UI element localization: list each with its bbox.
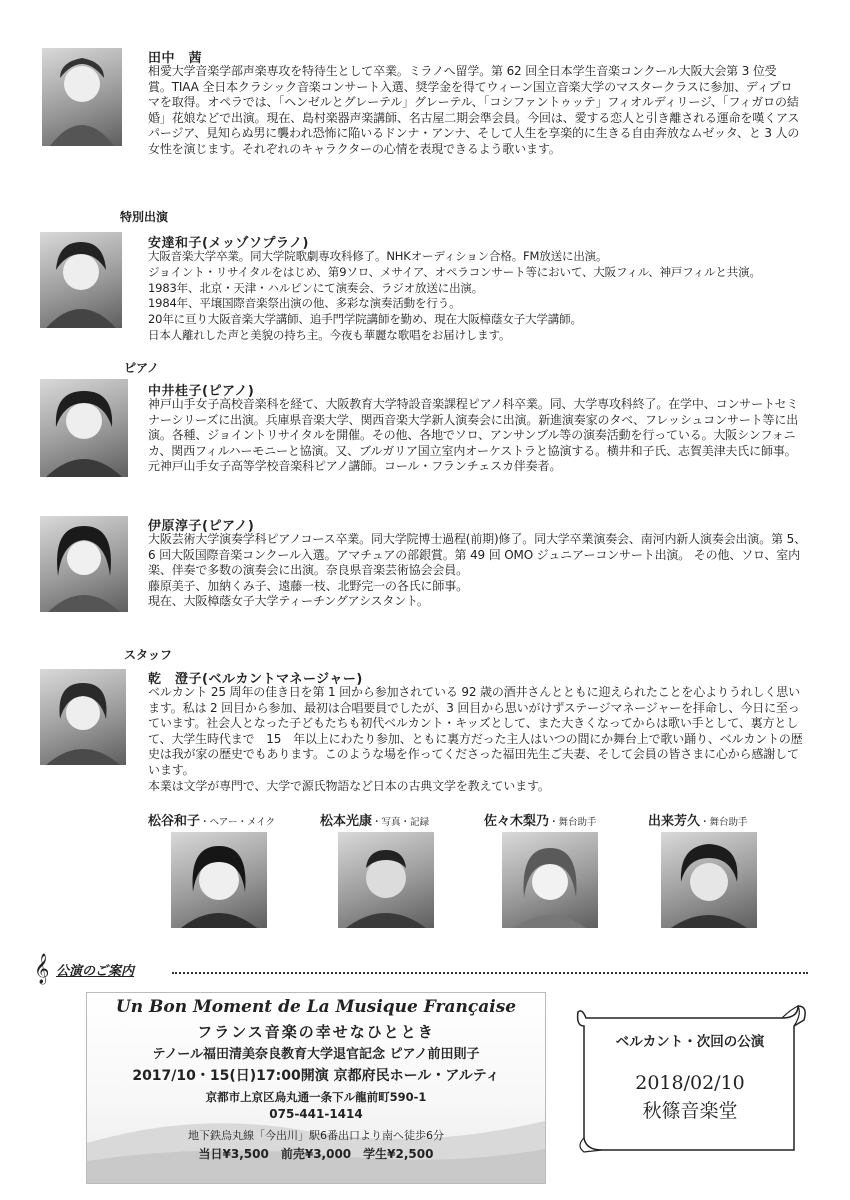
profile-name-adachi: 安達和子(メッゾソプラノ) [148,236,309,251]
flyer-address: 京都市上京区烏丸通一条下ル龍前町590-1 [205,1090,427,1104]
profile-name-ihara: 伊原淳子(ピアノ) [148,519,255,534]
staff-label-0: 松谷和子・ヘアー・メイク [148,814,276,829]
section-label-special: 特別出演 [120,210,169,224]
portrait-ihara [40,516,128,612]
staff-photo-2 [502,832,598,928]
staff-photo-0 [171,832,267,928]
profile-bio-ihara: 大阪芸術大学演奏学科ピアノコース卒業。同大学院博士過程(前期)修了。同大学卒業演奏会、南河内新人演奏会出演。第 5、6 回大阪国際音楽コンクール入選。アマチュアの部銀賞。第 49 回 OMO ジュニアーコンサート出演。 その他、ソロ、室内楽、伴奏で多数の演奏会に出演。奈良県音楽芸術協会会員。 藤原美子、加納くみ子、遠藤一枝、北野完一の各氏に師事。 現在、大阪樟蔭女子大学ティーチングアシスタント。 [148,532,806,609]
next-concert-title: ベルカント・次回の公演 [615,1034,765,1050]
next-concert-venue: 秋篠音楽堂 [642,1100,738,1122]
profile-name-inui: 乾 澄子(ベルカントマネージャー) [148,672,363,687]
guide-title: 公演のご案内 [56,964,135,979]
next-concert-scroll [572,1000,808,1160]
profile-bio-inui: ベルカント 25 周年の佳き日を第 1 回から参加されている 92 歳の酒井さんとともに迎えられたことを心よりうれしく思います。私は 2 回目から参加、最初は合唱要員でしたが、3 回目から思いがけずステージマネージャーを拝命し、今日に至っています。社会人となった子どもたちも初代ベルカント・キッズとして、また大きくなってからは歌い手として、裏方として、大学生時代まで 15 年以上にわたり参加、ともに裏方だった主人はいつの間にか舞台上で歌い踊り、ベルカントの歴史は我が家の歴史でもあります。このような場を作ってくださった福田先生ご夫妻、そして会員の皆さまに心から感謝しています。 本業は文学が専門で、大学で源氏物語など日本の古典文学を教えています。 [148,685,803,793]
flyer-date-venue: 2017/10・15(日)17:00開演 京都府民ホール・アルティ [132,1068,500,1084]
concert-flyer [86,992,546,1184]
staff-label-2: 佐々木梨乃・舞台助手 [484,814,597,829]
flyer-title-french: Un Bon Moment de La Musique Française [115,997,517,1017]
guide-dotted-divider [172,972,808,974]
flyer-performers: テノール福田清美奈良教育大学退官記念 ピアノ前田則子 [152,1047,480,1062]
flyer-access: 地下鉄烏丸線「今出川」駅6番出口より南へ徒歩6分 [188,1129,444,1142]
flyer-phone: 075-441-1414 [269,1107,363,1121]
portrait-tanaka [42,48,122,146]
profile-bio-tanaka: 相愛大学音楽学部声楽専攻を特待生として卒業。ミラノへ留学。第 62 回全日本学生音楽コンクール大阪大会第 3 位受賞。TIAA 全日本クラシック音楽コンサート入選、奨学金を得てウィーン国立音楽大学のマスタークラスに参加、ディプロマを取得。オペラでは、「ヘンゼルとグレーテル」グレーテル、「コシファントゥッテ」フィオルディリージ、「フィガロの結婚」花娘などで出演。現在、島村楽器声楽講師、名古屋二期会準会員。今回は、愛する恋人と引き離される運命を嘆くアスパージア、見知らぬ男に襲われ恐怖に陥いるドンナ・アンナ、そして人生を享楽的に生きる自由奔放なムゼッタ、と 3 人の女性を演じます。それぞれのキャラクターの心情を表現できるよう歌います。 [148,64,800,156]
section-label-piano: ピアノ [124,361,160,375]
portrait-inui [40,669,126,765]
profile-name-nakai: 中井桂子(ピアノ) [148,384,255,399]
profile-bio-adachi: 大阪音楽大学卒業。同大学院歌劇専攻科修了。NHKオーディション合格。FM放送に出演。 ジョイント・リサイタルをはじめ、第9ソロ、メサイア、オペラコンサート等において、大阪フィル、神戸フィルと共演。 1983年、北京・天津・ハルピンにて演奏会、ラジオ放送に出演。 1984年、平壌国際音楽祭出演の他、多彩な演奏活動を行う。 20年に亘り大阪音楽大学講師、追手門学院講師を勤め、現在大阪樟蔭女子大学講師。 日本人離れした声と美貌の持ち主。今夜も華麗な歌唱をお届けします。 [148,249,761,342]
profile-name-tanaka: 田中 茜 [148,51,203,66]
portrait-nakai [40,379,128,477]
section-label-staff: スタッフ [124,648,173,662]
staff-photo-3 [661,832,757,928]
staff-photo-1 [338,832,434,928]
treble-clef-icon: 𝄞 [34,954,50,984]
staff-label-3: 出来芳久・舞台助手 [648,814,748,829]
flyer-prices: 当日¥3,500 前売¥3,000 学生¥2,500 [198,1147,434,1161]
flyer-subtitle: フランス音楽の幸せなひととき [197,1023,435,1041]
profile-bio-nakai: 神戸山手女子高校音楽科を経て、大阪教育大学特設音楽課程ピアノ科卒業。同、大学専攻科終了。在学中、コンサートセミナーシリーズに出演。兵庫県音楽大学、関西音楽大学新人演奏会に出演。新進演奏家のタベ、フレッシュコンサート等に出演。各種、ジョイントリサイタルを開催。その他、各地でソロ、アンサンブル等の演奏活動を行っている。大阪シンフォニカ、関西フィルハーモニーと協演。又、ブルガリア国立室内オーケストラと協演する。横井和子氏、志賀美津夫氏に師事。 元神戸山手女子高等学校音楽科ピアノ講師。コール・フランチェスカ伴奏者。 [148,397,799,474]
staff-label-1: 松本光康・写真・記録 [320,814,430,829]
portrait-adachi [40,232,122,328]
next-concert-date: 2018/02/10 [635,1072,745,1094]
